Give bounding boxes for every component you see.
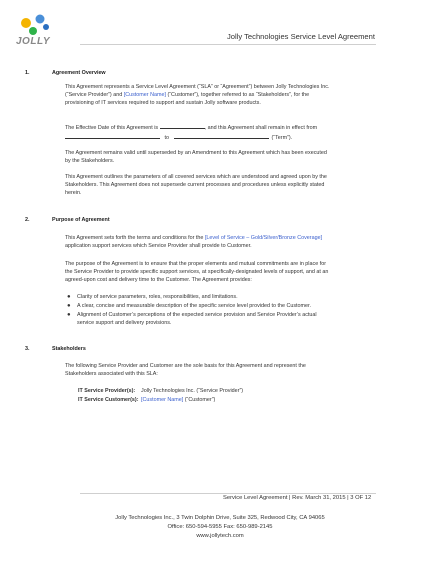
section-number: 1. xyxy=(25,70,30,76)
section-title: Agreement Overview xyxy=(52,70,106,76)
term-start-blank[interactable] xyxy=(65,133,160,139)
customer-name-link[interactable]: [Customer Name] xyxy=(123,91,166,98)
customer-row xyxy=(78,397,215,405)
logo-dot-green xyxy=(29,27,37,35)
brand-name: JOLLY xyxy=(16,36,50,47)
provider-value: Jolly Technologies Inc. (“Service Provider”) xyxy=(141,388,244,394)
purpose-paragraph-1: This Agreement sets forth the terms and conditions for the [Level of Service – Gold/Silver/Bronze Coverage] application support services which Service Provider shall provide to Customer. xyxy=(65,235,323,249)
purpose-bullet-3: ● Alignment of Customer’s perceptions of the expected service provision and Service Provider’s actual service support and delivery provisions. xyxy=(67,312,317,326)
section-title: Purpose of Agreement xyxy=(52,217,110,223)
section-heading-overview xyxy=(25,70,106,76)
jolly-logo xyxy=(18,14,58,54)
section-heading-purpose xyxy=(25,217,110,223)
bullet-icon: ● xyxy=(67,294,71,300)
logo-dot-yellow xyxy=(21,18,31,28)
purpose-bullet-2: ● A clear, concise and measurable description of the specific service level provided to the Customer. xyxy=(67,303,312,309)
overview-paragraph-2: The Effective Date of this Agreement is , and this Agreement shall remain in effect from to (“Term”). xyxy=(65,125,318,141)
overview-paragraph-4: This Agreement outlines the parameters of all covered services which are understood and agreed upon by the Stakeholders. This Agreement does not supersede current processes and procedures unless explicitly stated herein. xyxy=(65,174,327,196)
service-level-link[interactable]: [Level of Service – Gold/Silver/Bronze Coverage] xyxy=(204,235,323,241)
section-number: 2. xyxy=(25,217,30,223)
purpose-paragraph-2: The purpose of the Agreement is to ensure that the proper elements and mutual commitments are in place for the Service Provider to provide specific support services, at specifically-designated levels of support, and at an agreed-upon cost and delivery time to the Customer. The Agreement provides: xyxy=(65,261,329,283)
stakeholders-paragraph: The following Service Provider and Customer are the sole basis for this Agreement and represent the Stakeholders associated with this SLA: xyxy=(65,363,306,377)
purpose-bullet-1: ● Clarity of service parameters, roles, responsibilities, and limitations. xyxy=(67,294,238,300)
overview-paragraph-3: The Agreement remains valid until superseded by an Amendment to this Agreement which has been executed by the Stakeholders. xyxy=(65,150,327,164)
footer-website[interactable]: www.jollytech.com xyxy=(196,533,244,539)
document-header-title: Jolly Technologies Service Level Agreement xyxy=(226,32,375,41)
logo-dot-darkblue xyxy=(43,24,49,30)
section-title: Stakeholders xyxy=(52,346,86,352)
bullet-icon: ● xyxy=(67,312,71,318)
term-end-blank[interactable] xyxy=(174,133,269,139)
footer-phone: Office: 650-594-5955 Fax: 650-989-2145 xyxy=(167,524,273,530)
bullet-icon: ● xyxy=(67,303,71,309)
provider-row xyxy=(78,388,243,396)
effective-date-blank[interactable] xyxy=(160,123,205,129)
section-heading-stakeholders xyxy=(25,346,86,352)
overview-paragraph-1: This Agreement represents a Service Level Agreement (“SLA” or “Agreement”) between Jolly Technologies Inc. (“Service Provider”) and [Customer Name] (“Customer”), together referred to as “Stakeholders”, for the provisioning of IT services required to support and sustain Jolly software products. xyxy=(65,84,330,106)
provider-label: IT Service Provider(s): xyxy=(78,388,136,394)
logo-dot-blue xyxy=(36,15,45,24)
footer-address: Jolly Technologies Inc., 3 Twin Dolphin Drive, Suite 325, Redwood City, CA 94065 xyxy=(115,515,325,521)
section-number: 3. xyxy=(25,346,30,352)
customer-name-link[interactable]: [Customer Name] xyxy=(141,397,184,403)
footer-divider xyxy=(80,493,376,494)
customer-value: (“Customer”) xyxy=(183,397,216,403)
footer-doc-info: Service Level Agreement | Rev. March 31, 2015 | 3 OF 12 xyxy=(223,495,372,501)
customer-label: IT Service Customer(s): xyxy=(78,397,139,403)
header-divider xyxy=(80,44,376,45)
